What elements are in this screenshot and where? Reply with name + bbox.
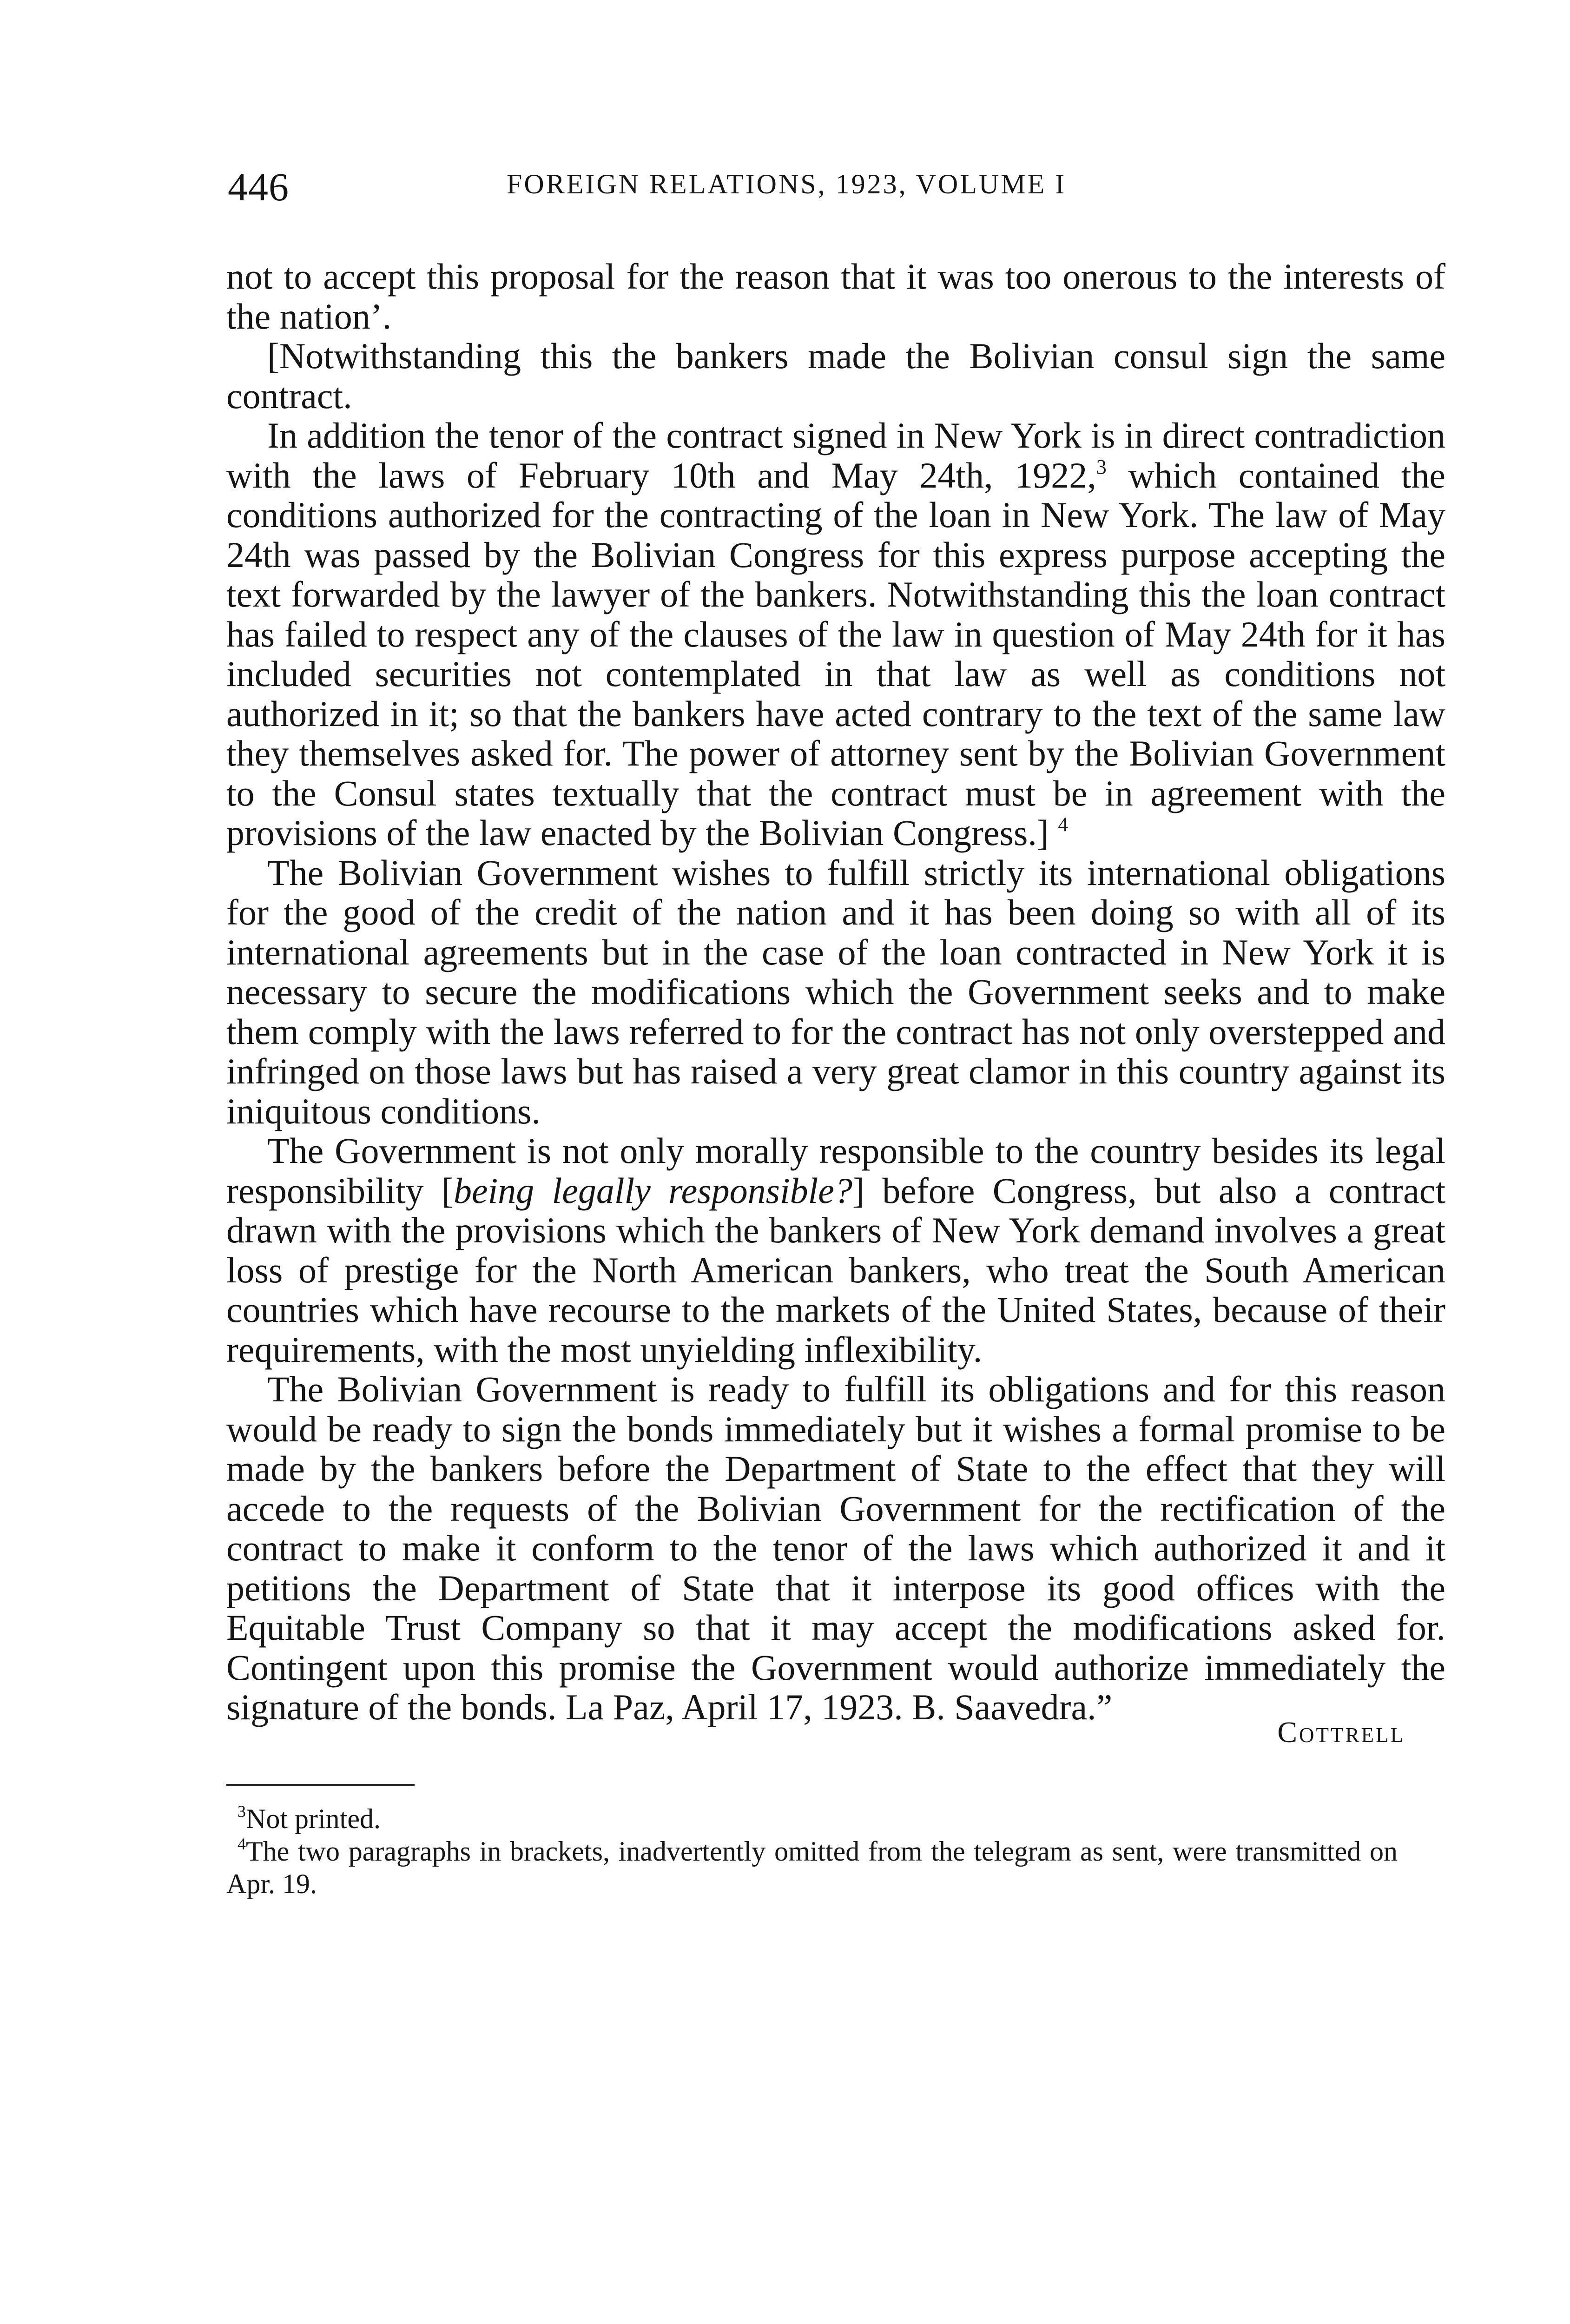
footnote-3: [226, 1802, 1398, 1835]
editorial-italic-insert: being legally responsible?: [453, 1170, 852, 1211]
paragraph-text: ] before Congress, but also a contract drawn with the provisions which the bankers of New York demand involves a great loss of prestige for the North American bankers, who treat the South American countries which have recourse to the markets of the United States, because of their requirements, with the most unyielding inflexibility.: [226, 1170, 1445, 1370]
footnote-ref-3: 3: [1096, 455, 1107, 478]
running-head: FOREIGN RELATIONS, 1923, VOLUME I: [507, 169, 1067, 199]
paragraph-text: The Government is not only morally responsible to the country besides its legal responsibility [: [226, 1130, 1445, 1211]
footnote-mark: 4: [237, 1835, 246, 1853]
page-header: [228, 164, 1455, 215]
paragraph-bracketed-start: [Notwithstanding this the bankers made the Bolivian consul sign the same contract.: [226, 336, 1445, 416]
paragraph-moral-responsibility: [226, 1131, 1445, 1369]
document-body: [226, 257, 1445, 1727]
footnote-mark: 3: [237, 1802, 246, 1821]
paragraph-international-obligations: The Bolivian Government wishes to fulfill strictly its international obligations for the good of the credit of the nation and it has been doing so with all of its international agreements but in the case of the loan contracted in New York it is necessary to secure the modifications which the Government seeks and to make them comply with the laws referred to for the contract has not only overstepped and infringed on those laws but has raised a very great clamor in this country against its iniquitous conditions.: [226, 852, 1445, 1131]
footnote-text: The two paragraphs in brackets, inadvertently omitted from the telegram as sent, were transmitted on Apr. 19.: [226, 1836, 1398, 1899]
signature: Cottrell: [1277, 1716, 1405, 1749]
paragraph-laws-contradiction: [226, 416, 1445, 853]
paragraph-text: In addition the tenor of the contract signed in New York is in direct contradiction with the laws of February 10th and May 24th, 1922,: [226, 415, 1445, 495]
footnote-4: [226, 1835, 1398, 1900]
footnotes: [226, 1802, 1398, 1900]
footnote-divider: [226, 1784, 415, 1786]
footnote-ref-4: 4: [1058, 813, 1069, 836]
page-number: 446: [228, 165, 289, 209]
paragraph-ready-to-sign: The Bolivian Government is ready to fulfill its obligations and for this reason would be ready to sign the bonds immediately but it wishes a formal promise to be made by the bankers before the Department of State to the effect that they will accede to the requests of the Bolivian Government for the rectification of the contract to make it conform to the tenor of the laws which authorized it and it petitions the Department of State that it interpose its good offices with the Equitable Trust Company so that it may accept the modifications asked for. Contingent upon this promise the Government would authorize immediately the signature of the bonds. La Paz, April 17, 1923. B. Saavedra.”: [226, 1369, 1445, 1727]
footnote-text: Not printed.: [246, 1803, 381, 1834]
paragraph-continuation: not to accept this proposal for the reason that it was too onerous to the interests of the nation’.: [226, 256, 1445, 337]
paragraph-text: which contained the conditions authorized for the contracting of the loan in New York. The law of May 24th was passed by the Bolivian Congress for this express purpose accepting the text forwarded by the lawyer of the bankers. Notwithstanding this the loan contract has failed to respect any of the clauses of the law in question of May 24th for it has included securities not contemplated in that law as well as conditions not authorized in it; so that the bankers have acted contrary to the text of the same law they themselves asked for. The power of attorney sent by the Bolivian Government to the Consul states textually that the contract must be in agreement with the provisions of the law enacted by the Bolivian Congress.]: [226, 455, 1445, 853]
